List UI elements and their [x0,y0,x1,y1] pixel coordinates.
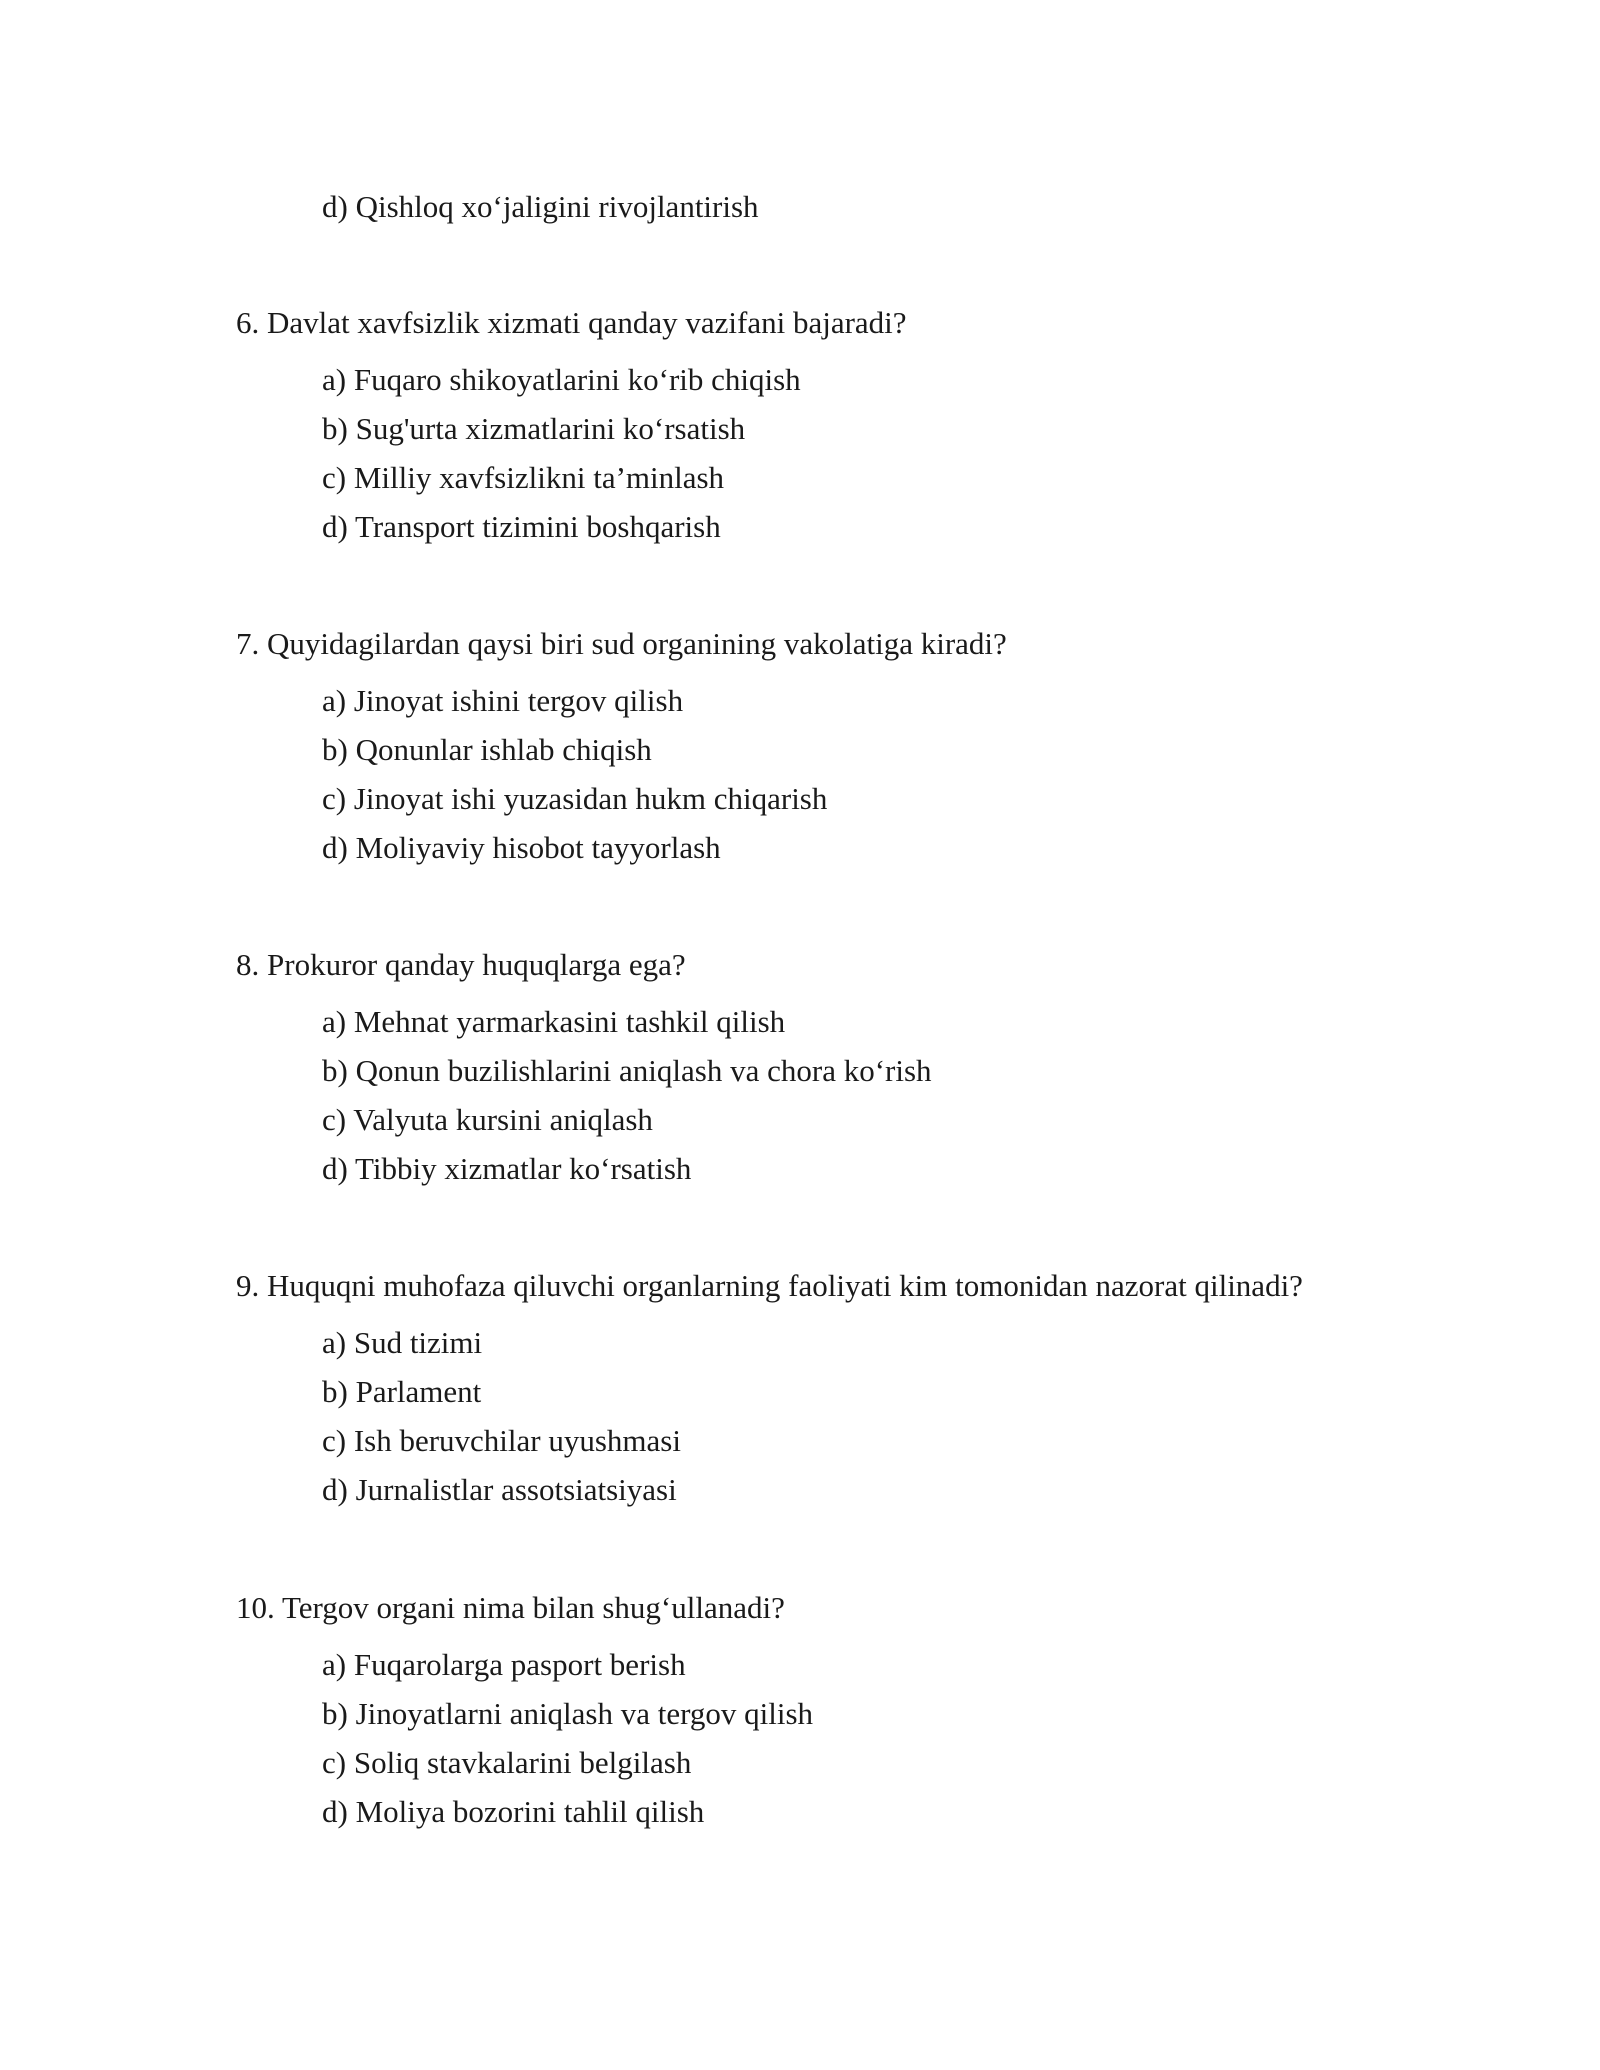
question-7: 7. Quyidagilardan qaysi biri sud organining vakolatiga kiradi? [236,626,1007,661]
option-10-b: b) Jinoyatlarni aniqlash va tergov qilish [322,1696,814,1731]
option-9-d: d) Jurnalistlar assotsiatsiyasi [322,1472,677,1507]
option-10-c: c) Soliq stavkalarini belgilash [322,1745,692,1780]
option-5-d: d) Qishloq xo‘jaligini rivojlantirish [322,189,759,224]
option-6-a: a) Fuqaro shikoyatlarini ko‘rib chiqish [322,362,801,397]
option-9-a: a) Sud tizimi [322,1325,483,1360]
question-6: 6. Davlat xavfsizlik xizmati qanday vazifani bajaradi? [236,305,907,340]
option-10-d: d) Moliya bozorini tahlil qilish [322,1794,705,1829]
option-10-a: a) Fuqarolarga pasport berish [322,1647,686,1682]
question-8: 8. Prokuror qanday huquqlarga ega? [236,947,686,982]
option-8-c: c) Valyuta kursini aniqlash [322,1102,653,1137]
option-7-d: d) Moliyaviy hisobot tayyorlash [322,830,721,865]
option-9-b: b) Parlament [322,1374,482,1409]
question-9: 9. Huquqni muhofaza qiluvchi organlarning faoliyati kim tomonidan nazorat qilinadi? [236,1268,1303,1303]
option-7-a: a) Jinoyat ishini tergov qilish [322,683,684,718]
option-7-b: b) Qonunlar ishlab chiqish [322,732,652,767]
option-9-c: c) Ish beruvchilar uyushmasi [322,1423,681,1458]
option-7-c: c) Jinoyat ishi yuzasidan hukm chiqarish [322,781,828,816]
option-6-c: c) Milliy xavfsizlikni ta’minlash [322,460,725,495]
option-8-b: b) Qonun buzilishlarini aniqlash va chora ko‘rish [322,1053,932,1088]
question-10: 10. Tergov organi nima bilan shug‘ullanadi? [236,1590,785,1625]
option-8-a: a) Mehnat yarmarkasini tashkil qilish [322,1004,786,1039]
option-6-b: b) Sug'urta xizmatlarini ko‘rsatish [322,411,746,446]
option-8-d: d) Tibbiy xizmatlar ko‘rsatish [322,1151,692,1186]
option-6-d: d) Transport tizimini boshqarish [322,509,721,544]
